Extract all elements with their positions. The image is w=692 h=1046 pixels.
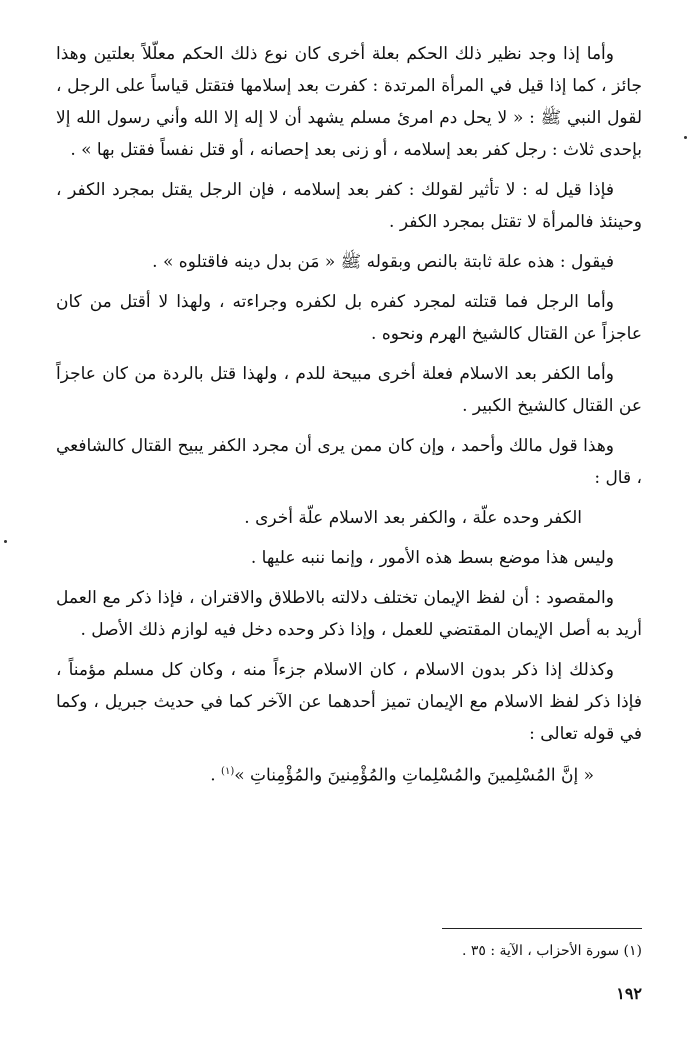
footnote: (١) سورة الأحزاب ، الآية : ٣٥ . — [461, 943, 642, 959]
paragraph-6: وهذا قول مالك وأحمد ، وإن كان ممن يرى أن مجرد الكفر يبيح القتال كالشافعي ، قال : — [56, 436, 642, 488]
verse-text: « إنَّ المُسْلِمينَ والمُسْلِماتِ والمُؤْمِنينَ والمُؤْمِناتِ » — [234, 765, 594, 786]
paragraph-2: فإذا قيل له : لا تأثير لقولك : كفر بعد إسلامه ، فإن الرجل يقتل بمجرد الكفر ، وحينئذ فالمرأة لا تقتل بمجرد الكفر . — [56, 180, 642, 232]
paragraph-7: وليس هذا موضع بسط هذه الأمور ، وإنما ننبه عليها . — [250, 548, 614, 568]
paragraph-3: فيقول : هذه علة ثابتة بالنص وبقوله ﷺ « مَن بدل دينه فاقتلوه » . — [152, 252, 614, 272]
document-page — [56, 38, 642, 1038]
margin-dot — [684, 136, 687, 139]
paragraph-8: والمقصود : أن لفظ الإيمان تختلف دلالته بالاطلاق والاقتران ، فإذا ذكر مع العمل أريد به أصل الإيمان المقتضي للعمل ، وإذا ذكر وحده دخل فيه لوازم ذلك الأصل . — [56, 588, 642, 640]
footnote-divider — [442, 928, 642, 929]
margin-dot — [4, 540, 7, 543]
page-number: ١٩٢ — [616, 984, 642, 1003]
quote-line: الكفر وحده علّة ، والكفر بعد الاسلام علّة أخرى . — [244, 508, 582, 528]
paragraph-5: وأما الكفر بعد الاسلام فعلة أخرى مبيحة للدم ، ولهذا قتل بالردة من كان عاجزاً عن القتال كالشيخ الكبير . — [56, 364, 642, 416]
paragraph-4: وأما الرجل فما قتلته لمجرد كفره بل لكفره وجراءته ، ولهذا لا أقتل من كان عاجزاً عن القتال كالشيخ الهرم ونحوه . — [56, 292, 642, 344]
quran-verse — [56, 756, 642, 792]
verse-end: . — [210, 765, 222, 786]
paragraph-1: وأما إذا وجد نظير ذلك الحكم بعلة أخرى كان نوع ذلك الحكم معلّلاً بعلتين وهذا جائز ، كما إذا قيل في المرأة المرتدة : كفرت بعد إسلامها فتقتل قياساً على الرجل ، لقول النبي ﷺ : « لا يحل دم امرئ مسلم يشهد أن لا إله إلا الله وأني رسول الله إلا بإحدى ثلاث : رجل كفر بعد إسلامه ، أو زنى بعد إحصانه ، أو قتل نفساً فقتل بها » . — [56, 44, 642, 160]
footnote-marker: (١) — [221, 766, 235, 777]
paragraph-9: وكذلك إذا ذكر بدون الاسلام ، كان الاسلام جزءاً منه ، وكان كل مسلم مؤمناً ، فإذا ذكر لفظ الاسلام مع الإيمان تميز أحدهما عن الآخر كما في حديث جبريل ، وكما في قوله تعالى : — [56, 660, 642, 744]
